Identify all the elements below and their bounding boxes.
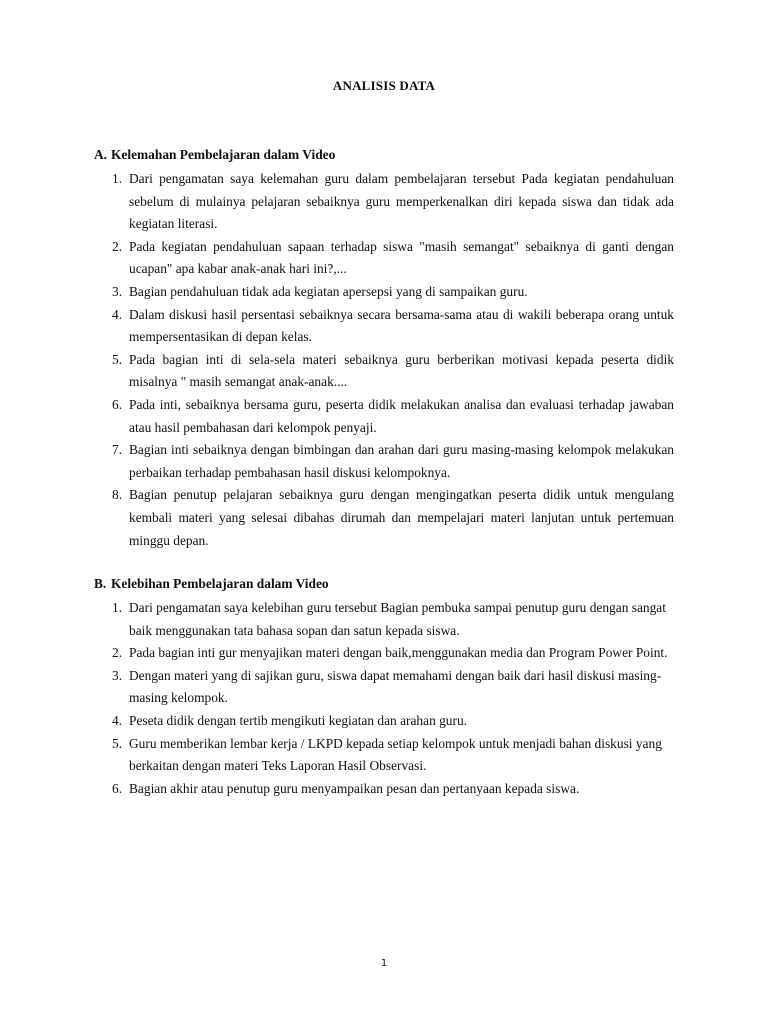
item-text: Bagian inti sebaiknya dengan bimbingan dan arahan dari guru masing-masing kelompok melakukan perbaikan terhadap pembahasan hasil diskusi kelompoknya. (129, 442, 674, 480)
list-item (94, 778, 674, 801)
list-item (94, 439, 674, 484)
item-text: Peseta didik dengan tertib mengikuti kegiatan dan arahan guru. (129, 712, 468, 728)
list-item (94, 304, 674, 349)
section-letter: A. (94, 147, 108, 162)
list-item (94, 665, 674, 710)
section-letter: B. (94, 576, 107, 591)
item-text: Bagian akhir atau penutup guru menyampaikan pesan dan pertanyaan kepada siswa. (129, 780, 580, 796)
section-weaknesses (94, 146, 674, 552)
item-number: 2. (112, 645, 123, 661)
section-heading-text: Kelemahan Pembelajaran dalam Video (111, 147, 336, 162)
item-number: 4. (112, 712, 123, 728)
item-number: 6. (112, 780, 123, 796)
list-item (94, 642, 674, 665)
section-heading (94, 146, 674, 164)
page-number: 1 (380, 958, 388, 969)
list-item (94, 236, 674, 281)
list-item (94, 733, 674, 778)
item-text: Guru memberikan lembar kerja / LKPD kepada setiap kelompok untuk menjadi bahan diskusi yang berkaitan dengan materi Teks Laporan Hasil Observasi. (129, 735, 662, 774)
weakness-list (94, 168, 674, 552)
list-item (94, 394, 674, 439)
item-number: 7. (112, 442, 123, 458)
list-item (94, 281, 674, 304)
item-text: Pada inti, sebaiknya bersama guru, peserta didik melakukan analisa dan evaluasi terhadap jawaban atau hasil pembahasan dari kelompok penyaji. (129, 396, 674, 435)
list-item (94, 484, 674, 552)
list-item (94, 597, 674, 642)
item-text: Pada bagian inti gur menyajikan materi dengan baik,menggunakan media dan Program Power Point. (129, 645, 668, 661)
item-text: Dalam diskusi hasil persentasi sebaiknya secara bersama-sama atau di wakili beberapa orang untuk mempersentasikan di depan kelas. (129, 306, 674, 345)
item-number: 2. (112, 238, 123, 254)
item-number: 5. (112, 351, 123, 367)
list-item (94, 349, 674, 394)
section-strengths (94, 575, 674, 800)
item-number: 4. (112, 306, 123, 322)
item-text: Bagian penutup pelajaran sebaiknya guru dengan mengingatkan peserta didik untuk mengulang kembali materi yang selesai dibahas dirumah dan mempelajari materi lanjutan untuk pertemuan minggu depan. (129, 487, 674, 548)
item-number: 1. (112, 171, 123, 186)
strength-list (94, 597, 674, 800)
page-title: ANALISIS DATA (332, 78, 436, 93)
item-number: 3. (112, 283, 123, 299)
item-number: 6. (112, 396, 123, 412)
item-text: Pada bagian inti di sela-sela materi sebaiknya guru berberikan motivasi kepada peserta didik misalnya " masih semangat anak-anak.... (129, 351, 674, 390)
item-text: Dari pengamatan saya kelemahan guru dalam pembelajaran tersebut Pada kegiatan pendahuluan sebelum di mulainya pelajaran sebaiknya guru memperkenalkan diri kepada siswa dan tidak ada kegiatan literasi. (129, 171, 674, 232)
item-text: Bagian pendahuluan tidak ada kegiatan apersepsi yang di sampaikan guru. (129, 283, 528, 299)
item-number: 1. (112, 600, 123, 615)
item-text: Dari pengamatan saya kelebihan guru tersebut Bagian pembuka sampai penutup guru dengan sangat baik menggunakan tata bahasa sopan dan satun kepada siswa. (129, 600, 666, 638)
list-item (94, 710, 674, 733)
item-number: 3. (112, 667, 123, 683)
list-item (94, 168, 674, 236)
section-heading (94, 575, 674, 593)
item-number: 5. (112, 735, 123, 751)
section-heading-text: Kelebihan Pembelajaran dalam Video (111, 576, 329, 591)
item-text: Pada kegiatan pendahuluan sapaan terhadap siswa "masih semangat" sebaiknya di ganti dengan ucapan" apa kabar anak-anak hari ini?,... (129, 238, 674, 277)
item-number: 8. (112, 487, 123, 503)
item-text: Dengan materi yang di sajikan guru, siswa dapat memahami dengan baik dari hasil diskusi masing-masing kelompok. (129, 667, 662, 706)
